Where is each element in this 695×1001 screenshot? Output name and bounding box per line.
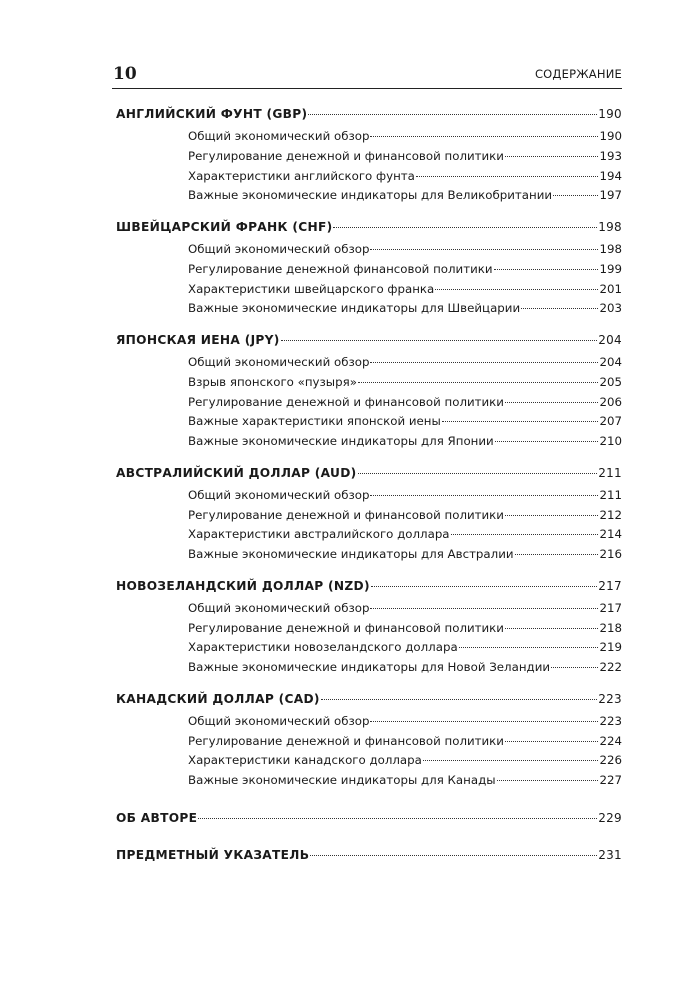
toc-dot-leader (370, 362, 598, 363)
toc-page-number: 199 (599, 261, 622, 276)
toc-page-number: 201 (599, 281, 622, 296)
toc-chapter-entry[interactable] (116, 808, 622, 828)
toc-chapter-entry[interactable] (116, 689, 622, 709)
toc-subsection-entry[interactable] (188, 751, 622, 771)
toc-subsection-entry[interactable] (188, 638, 622, 658)
toc-dot-leader (370, 249, 598, 250)
toc-page-number: 212 (599, 507, 622, 522)
toc-subsection-title: Важные экономические индикаторы для Великобритании (188, 188, 553, 203)
toc-page-number: 190 (598, 107, 622, 121)
toc-dot-leader (494, 269, 599, 270)
page-header (112, 64, 622, 86)
toc-subsection-entry[interactable] (188, 127, 622, 147)
toc-subsection-entry[interactable] (188, 393, 622, 413)
toc-dot-leader (371, 586, 597, 587)
section-gap (0, 319, 695, 330)
toc-chapter-title: КАНАДСКИЙ ДОЛЛАР (CAD) (116, 691, 320, 706)
toc-chapter-title: АНГЛИЙСКИЙ ФУНТ (GBP) (116, 107, 308, 121)
toc-subsection-title: Общий экономический обзор (188, 242, 370, 256)
toc-subsection-title: Регулирование денежной и финансовой политики (188, 733, 504, 748)
toc-page-number: 218 (599, 620, 622, 635)
toc-subsection-entry[interactable] (188, 712, 622, 732)
toc-subsection-title: Характеристики новозеландского доллара (188, 640, 458, 655)
toc-subsection-title: Характеристики австралийского доллара (188, 527, 450, 542)
toc-page-number: 216 (599, 547, 622, 561)
toc-dot-leader (321, 699, 597, 700)
toc-dot-leader (521, 308, 598, 309)
toc-subsection-title: Регулирование денежной и финансовой политики (188, 620, 504, 635)
toc-subsection-title: Общий экономический обзор (188, 713, 370, 728)
section-gap (0, 206, 695, 217)
toc-chapter-entry[interactable] (116, 845, 622, 865)
toc-dot-leader (308, 114, 597, 115)
toc-subsection-entry[interactable] (188, 525, 622, 545)
toc-page-number: 193 (599, 148, 622, 163)
toc-subsection-title: Общий экономический обзор (188, 600, 370, 615)
running-head: СОДЕРЖАНИЕ (534, 67, 622, 81)
toc-subsection-entry[interactable] (188, 619, 622, 639)
toc-subsection-entry[interactable] (188, 240, 622, 260)
toc-page-number: 190 (599, 129, 622, 143)
toc-dot-leader (281, 340, 598, 341)
toc-subsection-entry[interactable] (188, 545, 622, 565)
toc-dot-leader (358, 473, 598, 474)
toc-chapter-title: ПРЕДМЕТНЫЙ УКАЗАТЕЛЬ (116, 847, 310, 862)
toc-chapter-entry[interactable] (116, 104, 622, 124)
toc-page-number: 211 (598, 465, 622, 480)
toc-subsection-title: Общий экономический обзор (188, 129, 370, 143)
toc-page-number: 224 (599, 733, 622, 748)
toc-page-number: 198 (599, 242, 622, 256)
toc-subsection-title: Важные экономические индикаторы для Австралии (188, 547, 514, 561)
toc-page-number: 226 (599, 753, 622, 768)
toc-dot-leader (505, 402, 598, 403)
toc-page-number: 223 (598, 691, 622, 706)
toc-page-number: 207 (599, 414, 622, 429)
toc-dot-leader (333, 227, 597, 228)
toc-dot-leader (435, 289, 598, 290)
toc-dot-leader (505, 156, 598, 157)
toc-dot-leader (310, 855, 597, 856)
toc-subsection-entry[interactable] (188, 280, 622, 300)
toc-page-number: 231 (598, 847, 622, 862)
toc-chapter-entry[interactable] (116, 463, 622, 483)
toc-page-number: 211 (599, 487, 622, 502)
toc-chapter-title: ЯПОНСКАЯ ИЕНА (JPY) (116, 333, 280, 347)
toc-subsection-title: Характеристики швейцарского франка (188, 281, 435, 296)
toc-subsection-entry[interactable] (188, 732, 622, 752)
toc-subsection-entry[interactable] (188, 167, 622, 187)
toc-page-number: 210 (599, 434, 622, 448)
toc-chapter-title: АВСТРАЛИЙСКИЙ ДОЛЛАР (AUD) (116, 465, 357, 480)
toc-page-number: 204 (599, 355, 622, 369)
toc-subsection-title: Важные экономические индикаторы для Японии (188, 434, 494, 448)
toc-subsection-title: Регулирование денежной и финансовой политики (188, 148, 504, 163)
toc-chapter-entry[interactable] (116, 217, 622, 237)
toc-dot-leader (551, 667, 598, 668)
toc-dot-leader (495, 441, 599, 442)
toc-subsection-title: Регулирование денежной финансовой политики (188, 261, 493, 276)
toc-dot-leader (370, 136, 598, 137)
toc-page-number: 229 (598, 810, 622, 825)
toc-subsection-title: Характеристики английского фунта (188, 168, 415, 183)
toc-subsection-entry[interactable] (188, 260, 622, 280)
table-of-contents (0, 104, 695, 865)
section-gap (0, 565, 695, 576)
toc-subsection-title: Общий экономический обзор (188, 487, 370, 502)
section-gap (0, 791, 695, 808)
toc-chapter-title: ШВЕЙЦАРСКИЙ ФРАНК (CHF) (116, 220, 333, 234)
toc-dot-leader (515, 554, 599, 555)
toc-page-number: 204 (598, 333, 622, 347)
header-rule (112, 88, 622, 89)
toc-chapter-title: ОБ АВТОРЕ (116, 810, 198, 825)
toc-page-number: 222 (599, 660, 622, 674)
toc-subsection-entry[interactable] (188, 432, 622, 452)
toc-subsection-entry[interactable] (188, 147, 622, 167)
toc-subsection-entry[interactable] (188, 299, 622, 319)
toc-dot-leader (442, 421, 599, 422)
toc-subsection-entry[interactable] (188, 658, 622, 678)
toc-dot-leader (553, 195, 598, 196)
toc-page-number: 205 (599, 374, 622, 389)
toc-dot-leader (198, 818, 597, 819)
toc-dot-leader (505, 628, 598, 629)
toc-subsection-title: Регулирование денежной и финансовой политики (188, 394, 504, 409)
toc-dot-leader (505, 515, 598, 516)
toc-page-number: 214 (599, 527, 622, 542)
toc-page-number: 219 (599, 640, 622, 655)
toc-dot-leader (451, 534, 599, 535)
toc-page-number: 198 (598, 220, 622, 234)
toc-chapter-entry[interactable] (116, 330, 622, 350)
toc-chapter-entry[interactable] (116, 576, 622, 596)
toc-page-number: 194 (599, 168, 622, 183)
toc-subsection-entry[interactable] (188, 506, 622, 526)
section-gap (0, 678, 695, 689)
section-gap (0, 828, 695, 845)
toc-subsection-entry[interactable] (188, 486, 622, 506)
toc-page-number: 197 (599, 188, 622, 203)
toc-subsection-entry[interactable] (188, 373, 622, 393)
toc-subsection-title: Важные экономические индикаторы для Канады (188, 773, 496, 787)
page-number: 10 (113, 64, 137, 84)
toc-dot-leader (358, 382, 599, 383)
toc-subsection-title: Характеристики канадского доллара (188, 753, 422, 768)
toc-dot-leader (423, 760, 599, 761)
toc-subsection-entry[interactable] (188, 353, 622, 373)
toc-dot-leader (497, 780, 599, 781)
toc-dot-leader (370, 495, 598, 496)
toc-chapter-title: НОВОЗЕЛАНДСКИЙ ДОЛЛАР (NZD) (116, 578, 370, 593)
toc-dot-leader (370, 721, 598, 722)
toc-dot-leader (416, 176, 599, 177)
toc-dot-leader (505, 741, 598, 742)
toc-page-number: 206 (599, 394, 622, 409)
toc-subsection-entry[interactable] (188, 771, 622, 791)
toc-subsection-title: Общий экономический обзор (188, 355, 370, 369)
toc-dot-leader (370, 608, 598, 609)
section-gap (0, 452, 695, 463)
toc-subsection-entry[interactable] (188, 186, 622, 206)
toc-subsection-title: Важные характеристики японской иены (188, 414, 441, 429)
toc-subsection-title: Важные экономические индикаторы для Новой Зеландии (188, 660, 551, 674)
toc-subsection-entry[interactable] (188, 599, 622, 619)
toc-subsection-title: Взрыв японского «пузыря» (188, 374, 357, 389)
toc-page-number: 223 (599, 713, 622, 728)
toc-page-number: 227 (599, 773, 622, 787)
toc-page-number: 217 (598, 578, 622, 593)
toc-subsection-entry[interactable] (188, 412, 622, 432)
toc-page-number: 217 (599, 600, 622, 615)
toc-subsection-title: Важные экономические индикаторы для Швейцарии (188, 301, 521, 316)
toc-subsection-title: Регулирование денежной и финансовой политики (188, 507, 504, 522)
toc-page-number: 203 (599, 301, 622, 316)
toc-dot-leader (459, 647, 599, 648)
